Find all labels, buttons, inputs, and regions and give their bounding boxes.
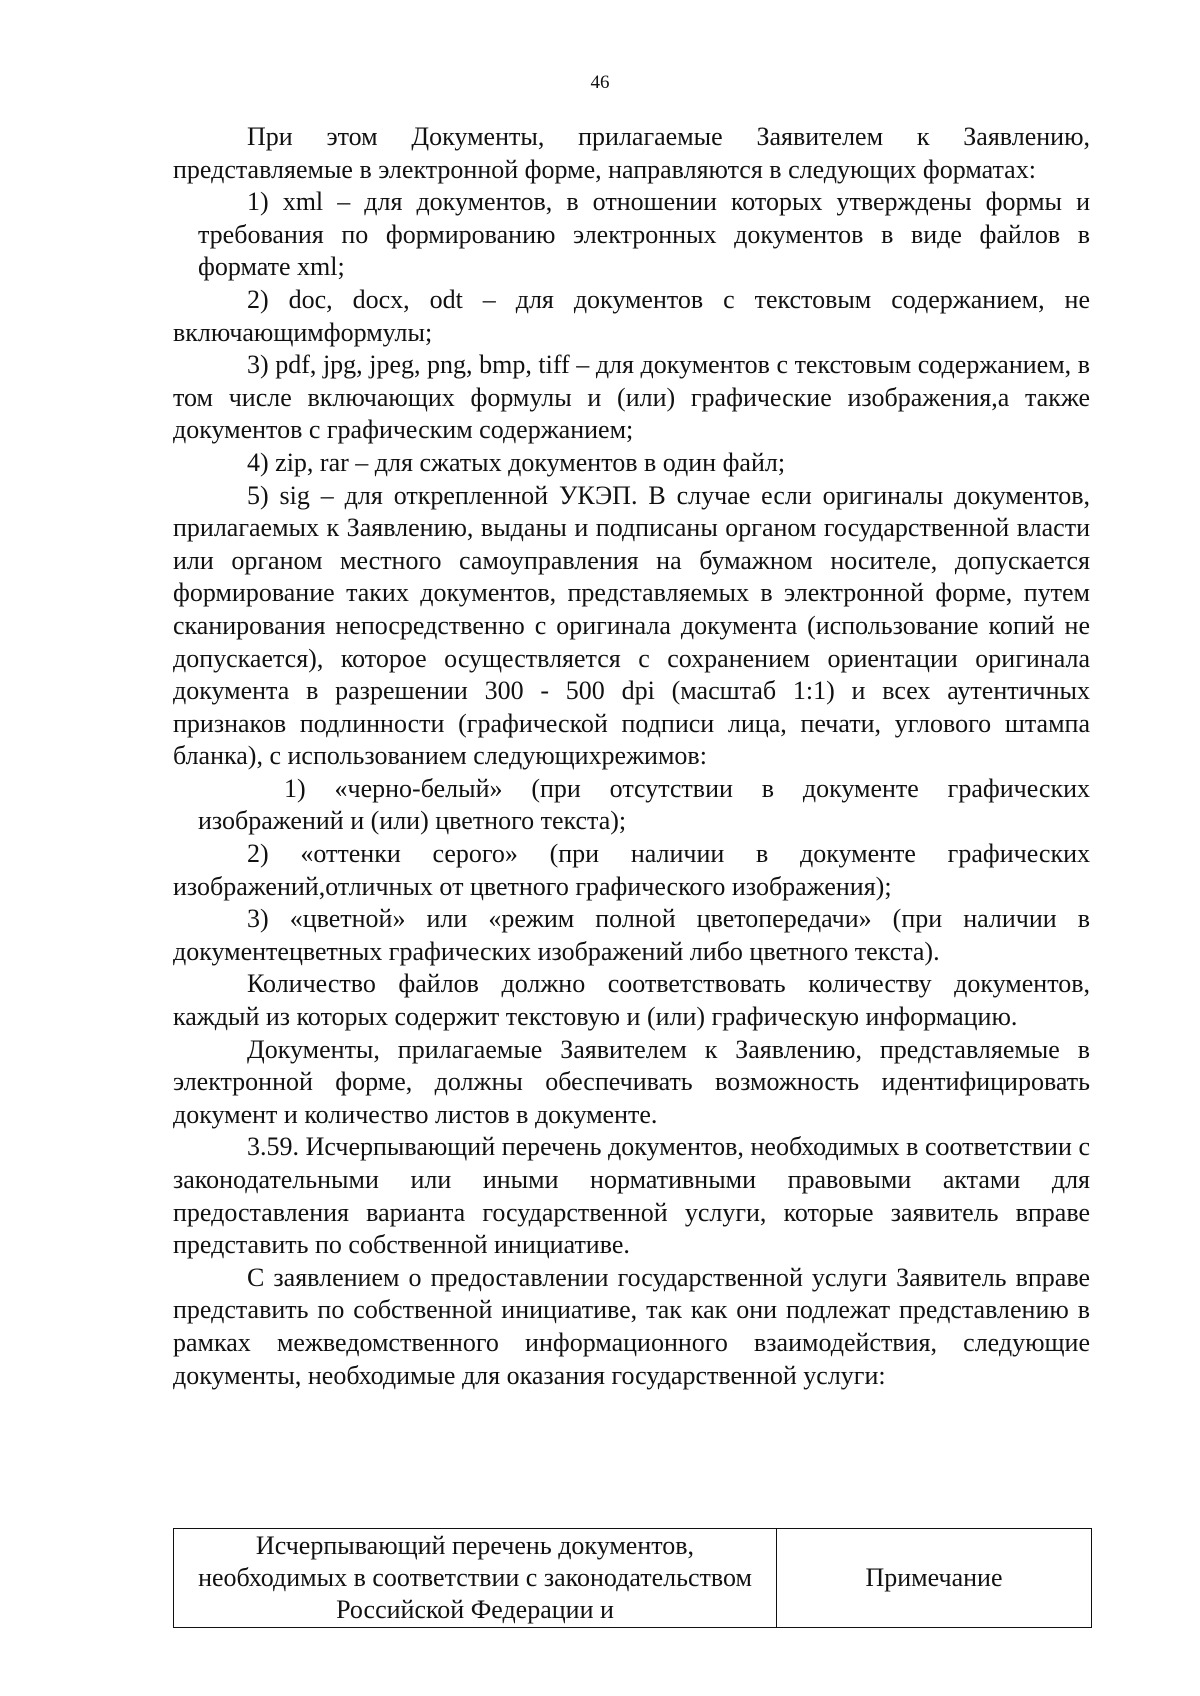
mode-item-color: 3) «цветной» или «режим полной цветопередачи» (при наличии в документецветных графических изображений либо цветного текста). bbox=[173, 904, 1090, 966]
list-item-pdf: 3) pdf, jpg, jpeg, png, bmp, tiff – для документов с текстовым содержанием, в том числе включающих формулы и (или) графические изображения,а также документов с графическим содержанием; bbox=[173, 350, 1090, 445]
table-header-note: Примечание bbox=[777, 1529, 1092, 1628]
paragraph-own-initiative: С заявлением о предоставлении государственной услуги Заявитель вправе представить по собственной инициативе, так как они подлежат представлению в рамках межведомственного информационного взаимодействия, следующие документы, необходимые для оказания государственной услуги: bbox=[173, 1262, 1090, 1390]
list-item-zip: 4) zip, rar – для сжатых документов в один файл; bbox=[247, 447, 786, 477]
list-item-sig: 5) sig – для открепленной УКЭП. В случае если оригиналы документов, прилагаемых к Заявлению, выданы и подписаны органом государственной власти или органом местного самоуправления на бумажном носителе, допускается формирование таких документов, представляемых в электронной форме, путем сканирования непосредственно с оригинала документа (использование копий не допускается), которое осуществляется с сохранением ориентации оригинала документа в разрешении 300 - 500 dpi (масштаб 1:1) и всех аутентичных признаков подлинности (графической подписи лица, печати, углового штампа бланка), с использованием следующихрежимов: bbox=[173, 480, 1090, 771]
list-item-doc: 2) doc, docx, odt – для документов с текстовым содержанием, не включающимформулы; bbox=[173, 284, 1090, 347]
table-header-row bbox=[174, 1529, 1092, 1628]
mode-item-bw: 1) «черно-белый» (при отсутствии в документе графических изображений и (или) цветного текста); bbox=[198, 773, 1090, 836]
page-number: 46 bbox=[590, 72, 610, 93]
paragraph-section-3-59: 3.59. Исчерпывающий перечень документов, необходимых в соответствии с законодательными или иными нормативными правовыми актами для предоставления варианта государственной услуги, которые заявитель вправе представить по собственной инициативе. bbox=[173, 1132, 1090, 1260]
table-header-documents: Исчерпывающий перечень документов, необходимых в соответствии с законодательством Российской Федерации и bbox=[174, 1529, 777, 1628]
documents-table bbox=[173, 1528, 1092, 1628]
paragraph-file-count: Количество файлов должно соответствовать количеству документов, каждый из которых содержит текстовую и (или) графическую информацию. bbox=[173, 969, 1090, 1032]
paragraph-identification: Документы, прилагаемые Заявителем к Заявлению, представляемые в электронной форме, должны обеспечивать возможность идентифицировать документ и количество листов в документе. bbox=[173, 1034, 1090, 1129]
document-body bbox=[173, 121, 1090, 1392]
list-item-xml: 1) xml – для документов, в отношении которых утверждены формы и требования по формированию электронных документов в виде файлов в формате xml; bbox=[198, 187, 1090, 282]
mode-item-gray: 2) «оттенки серого» (при наличии в документе графических изображений,отличных от цветного графического изображения); bbox=[173, 839, 1090, 901]
paragraph-intro: При этом Документы, прилагаемые Заявителем к Заявлению, представляемые в электронной форме, направляются в следующих форматах: bbox=[173, 122, 1090, 184]
